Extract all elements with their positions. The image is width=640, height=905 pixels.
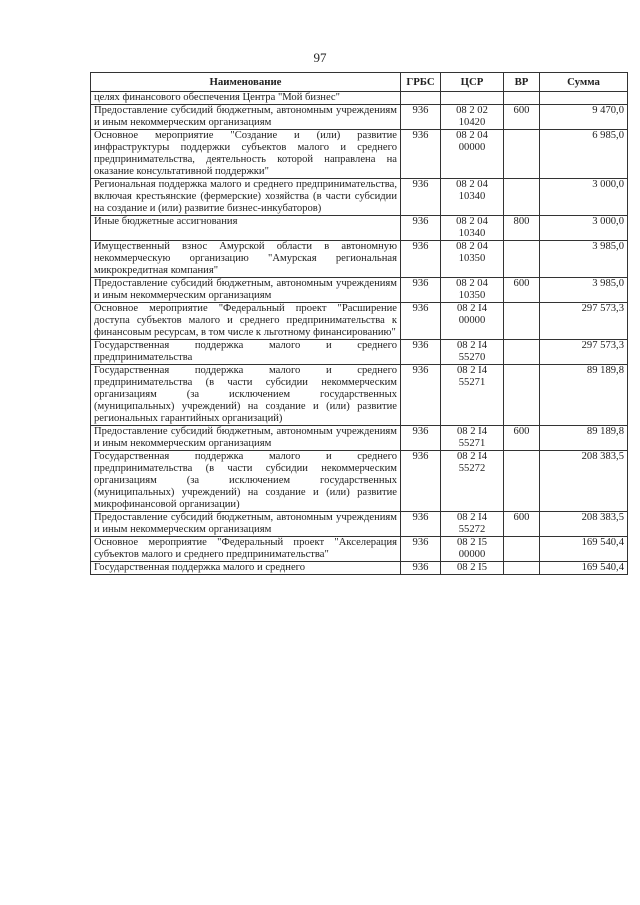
cell-vr: 600 [504, 105, 540, 130]
cell-grbs: 936 [401, 241, 441, 278]
cell-sum: 208 383,5 [540, 451, 628, 512]
cell-sum: 169 540,4 [540, 562, 628, 575]
cell-grbs: 936 [401, 340, 441, 365]
cell-vr: 600 [504, 512, 540, 537]
cell-csr: 08 2 I4 55272 [441, 451, 504, 512]
column-header-csr: ЦСР [441, 73, 504, 92]
cell-vr [504, 92, 540, 105]
cell-csr: 08 2 I5 [441, 562, 504, 575]
cell-sum: 6 985,0 [540, 130, 628, 179]
cell-csr: 08 2 I4 55270 [441, 340, 504, 365]
cell-vr [504, 365, 540, 426]
budget-table [90, 72, 628, 575]
cell-grbs [401, 92, 441, 105]
cell-name: Государственная поддержка малого и среднего предпринимательства [91, 340, 401, 365]
cell-vr: 600 [504, 426, 540, 451]
cell-vr: 600 [504, 278, 540, 303]
table-row [91, 241, 628, 278]
table-row [91, 105, 628, 130]
cell-vr [504, 241, 540, 278]
table-row [91, 562, 628, 575]
cell-name: Предоставление субсидий бюджетным, автономным учреждениям и иным некоммерческим организациям [91, 426, 401, 451]
cell-sum: 3 985,0 [540, 241, 628, 278]
cell-csr: 08 2 04 10340 [441, 179, 504, 216]
cell-name: Основное мероприятие "Федеральный проект "Расширение доступа субъектов малого и среднего предпринимательства к финансовым ресурсам, в том числе к льготному финансированию" [91, 303, 401, 340]
table-row [91, 130, 628, 179]
cell-csr: 08 2 04 00000 [441, 130, 504, 179]
cell-sum: 208 383,5 [540, 512, 628, 537]
cell-vr [504, 179, 540, 216]
cell-name: целях финансового обеспечения Центра "Мой бизнес" [91, 92, 401, 105]
table-row [91, 216, 628, 241]
cell-name: Государственная поддержка малого и среднего предпринимательства (в части субсидии некоммерческим организациям (за исключением государственных (муниципальных) учреждений) на создание и (или) развитие региональных гарантийных организаций) [91, 365, 401, 426]
cell-csr: 08 2 I4 55271 [441, 426, 504, 451]
cell-csr: 08 2 02 10420 [441, 105, 504, 130]
cell-vr [504, 303, 540, 340]
cell-name: Предоставление субсидий бюджетным, автономным учреждениям и иным некоммерческим организациям [91, 512, 401, 537]
page-number: 97 [313, 50, 327, 65]
cell-vr [504, 130, 540, 179]
cell-sum: 3 000,0 [540, 179, 628, 216]
table-row [91, 179, 628, 216]
cell-grbs: 936 [401, 130, 441, 179]
cell-sum [540, 92, 628, 105]
cell-name: Основное мероприятие "Федеральный проект "Акселерация субъектов малого и среднего предпринимательства" [91, 537, 401, 562]
cell-grbs: 936 [401, 537, 441, 562]
table-row [91, 537, 628, 562]
cell-csr: 08 2 04 10350 [441, 278, 504, 303]
cell-grbs: 936 [401, 278, 441, 303]
cell-csr: 08 2 I5 00000 [441, 537, 504, 562]
cell-name: Государственная поддержка малого и среднего [91, 562, 401, 575]
cell-csr: 08 2 I4 55272 [441, 512, 504, 537]
cell-grbs: 936 [401, 426, 441, 451]
cell-grbs: 936 [401, 451, 441, 512]
table-row [91, 340, 628, 365]
cell-name: Предоставление субсидий бюджетным, автономным учреждениям и иным некоммерческим организациям [91, 278, 401, 303]
cell-grbs: 936 [401, 365, 441, 426]
cell-sum: 297 573,3 [540, 340, 628, 365]
cell-vr [504, 562, 540, 575]
column-header-name: Наименование [91, 73, 401, 92]
cell-sum: 3 000,0 [540, 216, 628, 241]
column-header-sum: Сумма [540, 73, 628, 92]
column-header-vr: ВР [504, 73, 540, 92]
table-body [91, 92, 628, 575]
table-header-row [91, 73, 628, 92]
cell-name: Иные бюджетные ассигнования [91, 216, 401, 241]
table-row [91, 426, 628, 451]
column-header-grbs: ГРБС [401, 73, 441, 92]
cell-grbs: 936 [401, 562, 441, 575]
table-row [91, 512, 628, 537]
cell-csr: 08 2 I4 55271 [441, 365, 504, 426]
cell-sum: 89 189,8 [540, 365, 628, 426]
cell-grbs: 936 [401, 216, 441, 241]
cell-vr [504, 340, 540, 365]
cell-vr [504, 537, 540, 562]
cell-name: Основное мероприятие "Создание и (или) развитие инфраструктуры поддержки субъектов малого и среднего предпринимательства, деятельность которой направлена на оказание консультативной поддержки" [91, 130, 401, 179]
cell-sum: 9 470,0 [540, 105, 628, 130]
cell-csr: 08 2 04 10350 [441, 241, 504, 278]
table-row [91, 451, 628, 512]
cell-grbs: 936 [401, 303, 441, 340]
cell-sum: 169 540,4 [540, 537, 628, 562]
cell-grbs: 936 [401, 105, 441, 130]
cell-name: Предоставление субсидий бюджетным, автономным учреждениям и иным некоммерческим организациям [91, 105, 401, 130]
cell-csr: 08 2 04 10340 [441, 216, 504, 241]
cell-vr: 800 [504, 216, 540, 241]
cell-grbs: 936 [401, 179, 441, 216]
table-row [91, 92, 628, 105]
cell-name: Имущественный взнос Амурской области в автономную некоммерческую организацию "Амурская региональная микрокредитная компания" [91, 241, 401, 278]
cell-grbs: 936 [401, 512, 441, 537]
cell-sum: 297 573,3 [540, 303, 628, 340]
table-row [91, 278, 628, 303]
cell-name: Государственная поддержка малого и среднего предпринимательства (в части субсидии некоммерческим организациям (за исключением государственных (муниципальных) учреждений) на создание и (или) развитие микрофинансовой организации) [91, 451, 401, 512]
table-row [91, 365, 628, 426]
cell-vr [504, 451, 540, 512]
cell-csr: 08 2 I4 00000 [441, 303, 504, 340]
table-row [91, 303, 628, 340]
cell-sum: 89 189,8 [540, 426, 628, 451]
cell-sum: 3 985,0 [540, 278, 628, 303]
cell-name: Региональная поддержка малого и среднего предпринимательства, включая крестьянские (фермерские) хозяйства (в части субсидии на создание и (или) развитие бизнес-инкубаторов) [91, 179, 401, 216]
cell-csr [441, 92, 504, 105]
